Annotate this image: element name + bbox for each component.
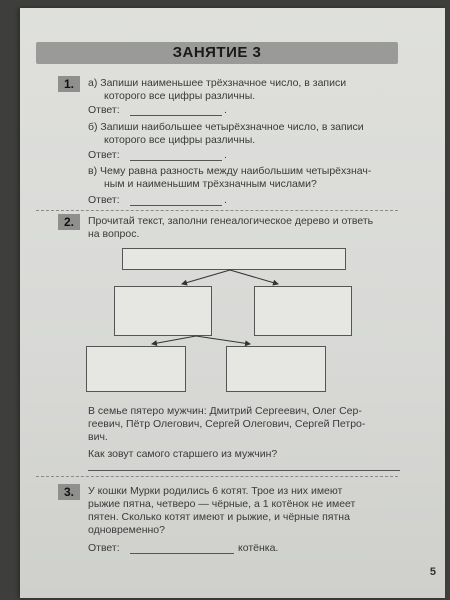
task-1c-period: .: [224, 194, 227, 206]
task-2-intro-line1: Прочитай текст, заполни генеалогическое дерево и ответь: [88, 215, 374, 227]
task-2-intro-line2: на вопрос.: [88, 228, 140, 240]
task-3-line3: пятен. Сколько котят имеют и рыжие, и чёрные пятна: [88, 511, 350, 523]
task-1b-line2: которого все цифры различны.: [104, 134, 256, 146]
task-3-number: 3.: [58, 484, 80, 500]
task-2-answer-line[interactable]: [88, 470, 400, 471]
task-2-text-line2: геевич, Пётр Олегович, Сергей Олегович, Сергей Петро-: [88, 418, 366, 430]
task-1b-answer-label: Ответ:: [88, 149, 120, 161]
page-number: 5: [429, 566, 436, 578]
task-2-text-line1: В семье пятеро мужчин: Дмитрий Сергеевич, Олег Сер-: [88, 405, 362, 417]
task-3-line1: У кошки Мурки родились 6 котят. Трое из них имеют: [88, 485, 343, 497]
task-1a-line2: которого все цифры различны.: [104, 90, 256, 102]
task-2-question: Как зовут самого старшего из мужчин?: [88, 448, 278, 460]
task-1b-period: .: [224, 149, 227, 161]
task-1-number: 1.: [58, 76, 80, 92]
task-2-number: 2.: [58, 214, 80, 230]
section-divider-2: [36, 476, 398, 477]
task-1a-period: .: [224, 104, 227, 116]
task-3-line2: рыжие пятна, четверо — чёрные, а 1 котёнок не имеет: [88, 498, 356, 510]
task-1c-line1: в) Чему равна разность между наибольшим четырёхзнач-: [88, 165, 372, 177]
task-3-answer-suffix: котёнка.: [238, 542, 279, 554]
task-2-text-line3: вич.: [88, 431, 108, 443]
task-3-answer-label: Ответ:: [88, 542, 120, 554]
lesson-title: ЗАНЯТИЕ 3: [36, 42, 398, 64]
task-1c-line2: ным и наименьшим трёхзначным числами?: [104, 178, 317, 190]
task-3-answer-line[interactable]: [130, 553, 234, 554]
task-1c-answer-label: Ответ:: [88, 194, 120, 206]
task-3-line4: одновременно?: [88, 524, 165, 536]
task-1b-line1: б) Запиши наибольшее четырёхзначное число, в записи: [88, 121, 364, 133]
task-1a-line1: а) Запиши наименьшее трёхзначное число, в записи: [88, 77, 347, 89]
task-1a-answer-label: Ответ:: [88, 104, 120, 116]
